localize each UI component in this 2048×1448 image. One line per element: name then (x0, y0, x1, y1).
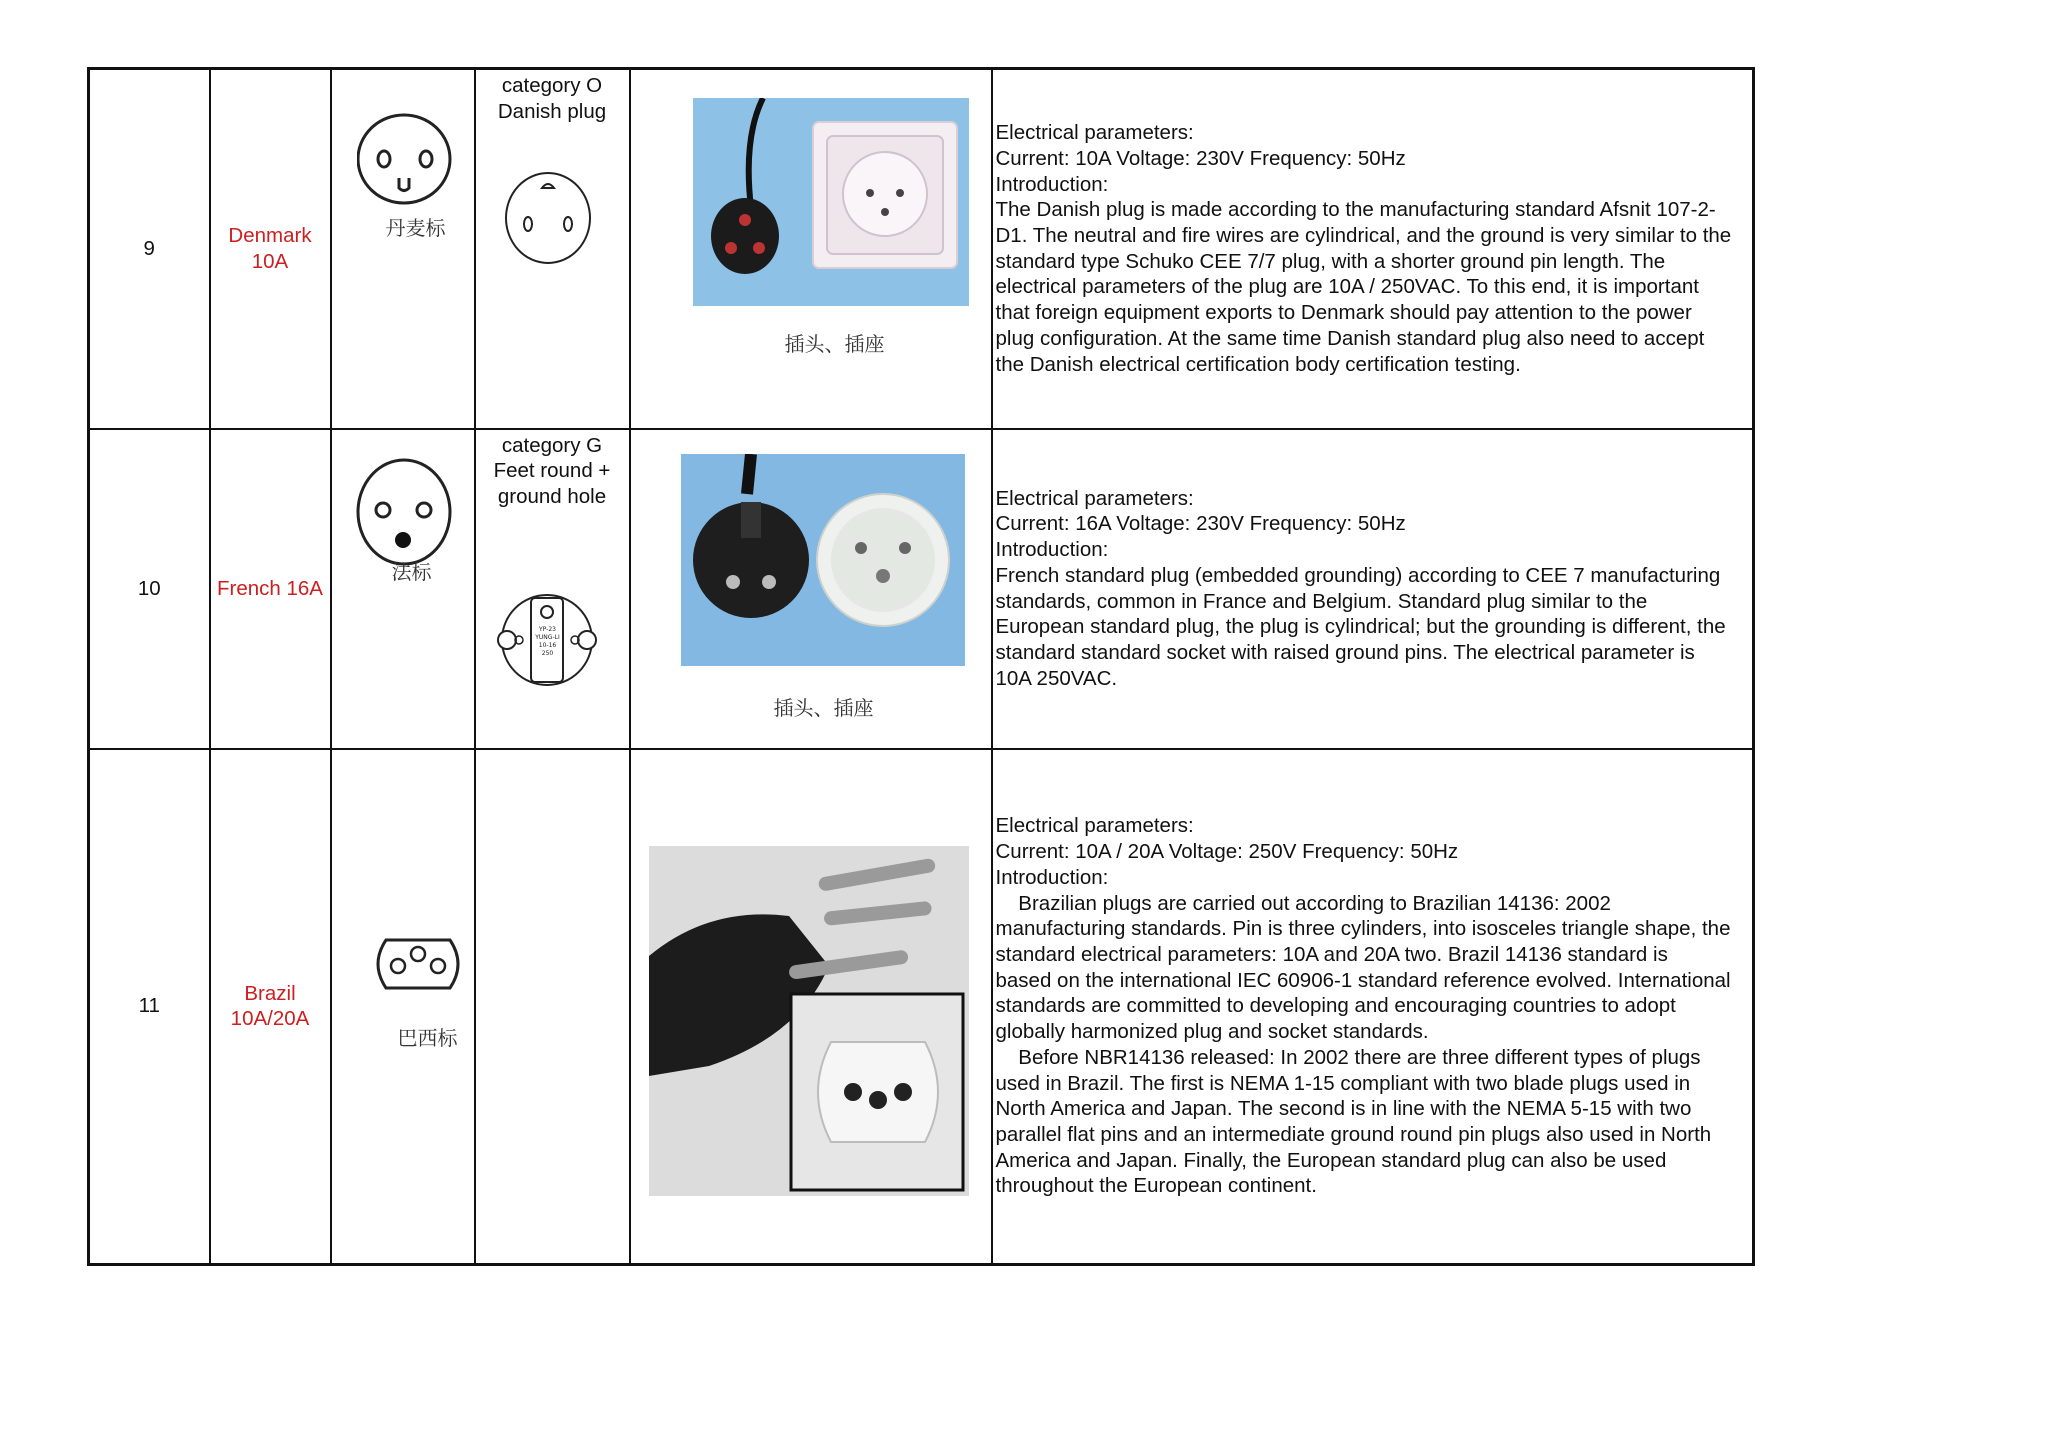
category-cell (475, 749, 630, 1265)
description-cell (992, 429, 1754, 749)
country-label: French 16A (210, 429, 331, 749)
table-row (89, 749, 1754, 1265)
danish-outlet-symbol-icon (357, 106, 457, 206)
category-cell (475, 429, 630, 749)
table-row (89, 429, 1754, 749)
symbol-caption: 丹麦标 (385, 216, 446, 240)
row-number: 11 (89, 749, 210, 1265)
symbol-caption: 巴西标 (397, 1025, 458, 1050)
socket-marking: YP-23 YUNG-LI 10-16 250 (535, 625, 560, 657)
description-cell (992, 69, 1754, 429)
row-number: 9 (89, 69, 210, 429)
category-label: category O Danish plug (497, 74, 607, 123)
description-text: Electrical parameters: Current: 16A Voltage: 230V Frequency: 50Hz Introduction: French standard plug (embedded grounding) according to CEE 7 manufacturing standards, common in France and Belgium. Standard plug similar to the European standard plug, the plug is cylindrical; but the grounding is different, the standard standard socket with raised ground pins. The electrical parameter is 10A 250VAC. (995, 486, 1726, 690)
danish-plug-symbol-icon (503, 166, 593, 266)
row-number: 10 (89, 429, 210, 749)
symbol-cell (331, 429, 475, 749)
photo-caption: 插头、插座 (784, 332, 885, 356)
category-cell (475, 69, 630, 429)
description-cell (992, 749, 1754, 1265)
description-text: Electrical parameters: Current: 10A / 20A Voltage: 250V Frequency: 50Hz Introduction: Brazilian plugs are carried out according to Brazilian 14136: 2002 manufacturing standards. Pin is three cylinders, into isosceles triangle shape, the standard electrical parameters: 10A and 20A two. Brazil 14136 standard is based on the international IEC 60906-1 standard reference evolved. International standards are committed to developing and encouraging countries to adopt globally harmonized plug and socket standards. Before NBR14136 released: In 2002 there are three different types of plugs used in Brazil. The first is NEMA 1-15 compliant with two blade plugs used in North America and Japan. The second is in line with the NEMA 5-15 with two parallel flat pins and an intermediate ground round pin plugs also used in North America and Japan. Finally, the European standard plug can also be used throughout the European continent. (995, 814, 1731, 1198)
french-plug-socket-photo (681, 454, 965, 666)
brazil-plug-socket-photo (649, 846, 969, 1196)
category-label: category G Feet round + ground hole (493, 433, 611, 508)
photo-cell (630, 69, 992, 429)
country-label: Denmark 10A (210, 69, 331, 429)
photo-cell (630, 429, 992, 749)
symbol-cell (331, 749, 475, 1265)
country-label: Brazil 10A/20A (210, 749, 331, 1265)
danish-plug-socket-photo (693, 98, 969, 306)
description-text: Electrical parameters: Current: 10A Voltage: 230V Frequency: 50Hz Introduction: The Danish plug is made according to the manufacturing standard Afsnit 107-2- D1. The neutral and fire wires are cylindrical, and the ground is very similar to the standard type Schuko CEE 7/7 plug, with a shorter ground pin length. The electrical parameters of the plug are 10A / 250VAC. To this end, it is important that foreign equipment exports to Denmark should pay attention to the power plug configuration. At the same time Danish standard plug also need to accept the Danish electrical certification body certification testing. (995, 121, 1732, 376)
photo-caption: 插头、插座 (773, 695, 874, 720)
photo-cell (630, 749, 992, 1265)
symbol-caption: 法标 (391, 559, 432, 584)
symbol-cell (331, 69, 475, 429)
brazil-outlet-symbol-icon (368, 934, 468, 994)
plug-standards-table (87, 67, 1755, 1266)
french-outlet-symbol-icon (356, 456, 456, 566)
table-row (89, 69, 1754, 429)
